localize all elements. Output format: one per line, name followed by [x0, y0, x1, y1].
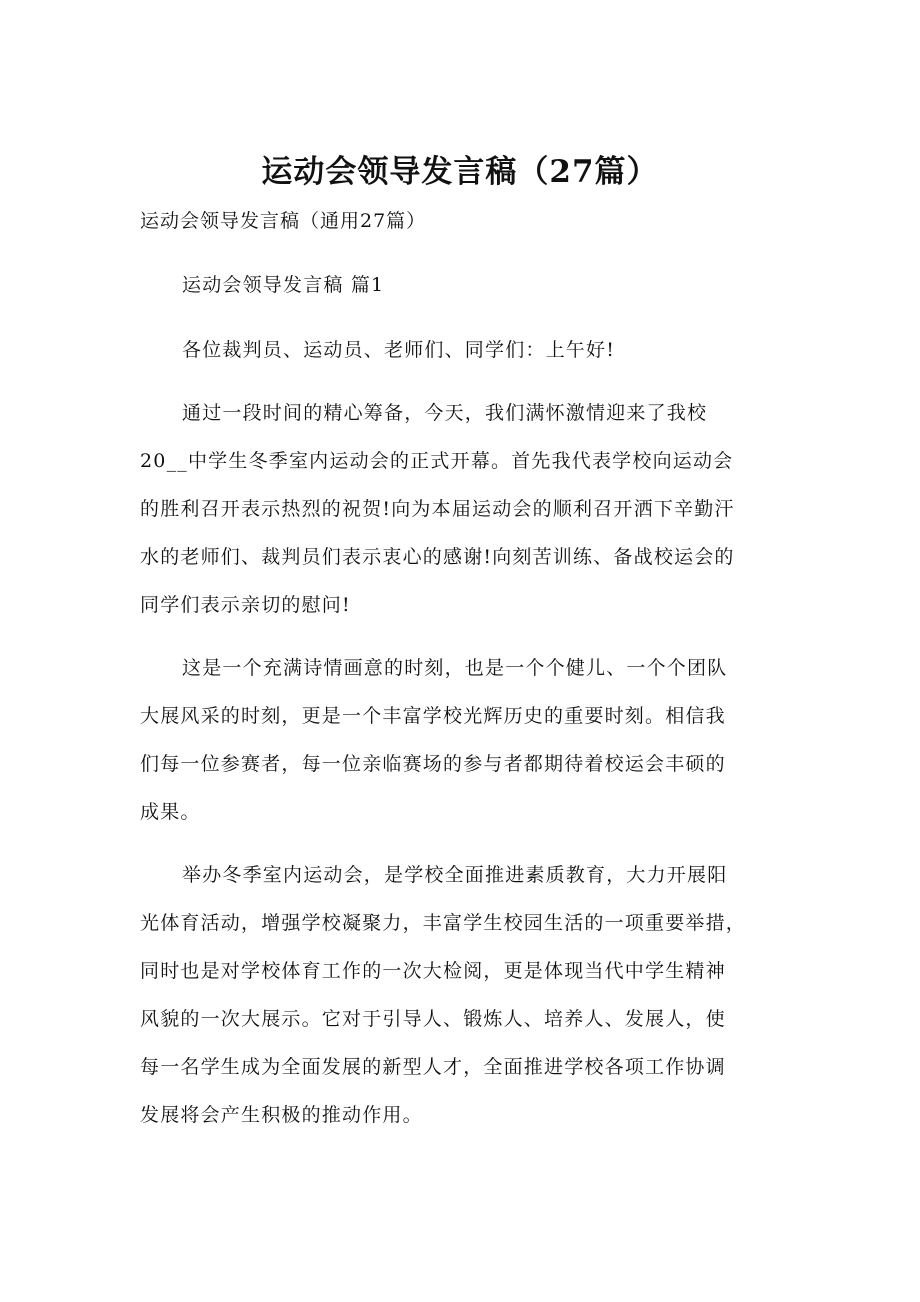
document-title: 运动会领导发言稿（27篇）	[261, 154, 659, 190]
paragraph-line: 通过一段时间的精心筹备，今天，我们满怀激情迎来了我校	[182, 402, 708, 424]
paragraph-line: 举办冬季室内运动会，是学校全面推进素质教育，大力开展阳	[182, 864, 728, 886]
section-heading: 运动会领导发言稿 篇1	[182, 274, 385, 296]
paragraph-line: 同学们表示亲切的慰问!	[140, 594, 351, 616]
paragraph-line: 大展风采的时刻，更是一个丰富学校光辉历史的重要时刻。相信我	[140, 705, 726, 727]
paragraph-line: 们每一位参赛者，每一位亲临赛场的参与者都期待着校运会丰硕的	[140, 753, 726, 775]
paragraph-line: 发展将会产生积极的推动作用。	[140, 1104, 423, 1126]
paragraph-line: 风貌的一次大展示。它对于引导人、锻炼人、培养人、发展人，使	[140, 1008, 726, 1030]
paragraph-line: 这是一个充满诗情画意的时刻，也是一个个健儿、一个个团队	[182, 657, 728, 679]
greeting-line: 各位裁判员、运动员、老师们、同学们：上午好!	[182, 339, 616, 361]
paragraph-line: 光体育活动，增强学校凝聚力，丰富学生校园生活的一项重要举措，	[140, 912, 747, 934]
paragraph-line: 每一名学生成为全面发展的新型人才，全面推进学校各项工作协调	[140, 1056, 726, 1078]
paragraph-line: 的胜利召开表示热烈的祝贺!向为本届运动会的顺利召开洒下辛勤汗	[140, 498, 735, 520]
paragraph-line: 成果。	[140, 801, 201, 823]
document-subtitle: 运动会领导发言稿（通用27篇）	[140, 210, 427, 232]
paragraph-line: 20__中学生冬季室内运动会的正式开幕。首先我代表学校向运动会	[140, 450, 734, 472]
paragraph-line: 水的老师们、裁判员们表示衷心的感谢!向刻苦训练、备战校运会的	[140, 546, 735, 568]
paragraph-line: 同时也是对学校体育工作的一次大检阅，更是体现当代中学生精神	[140, 960, 726, 982]
